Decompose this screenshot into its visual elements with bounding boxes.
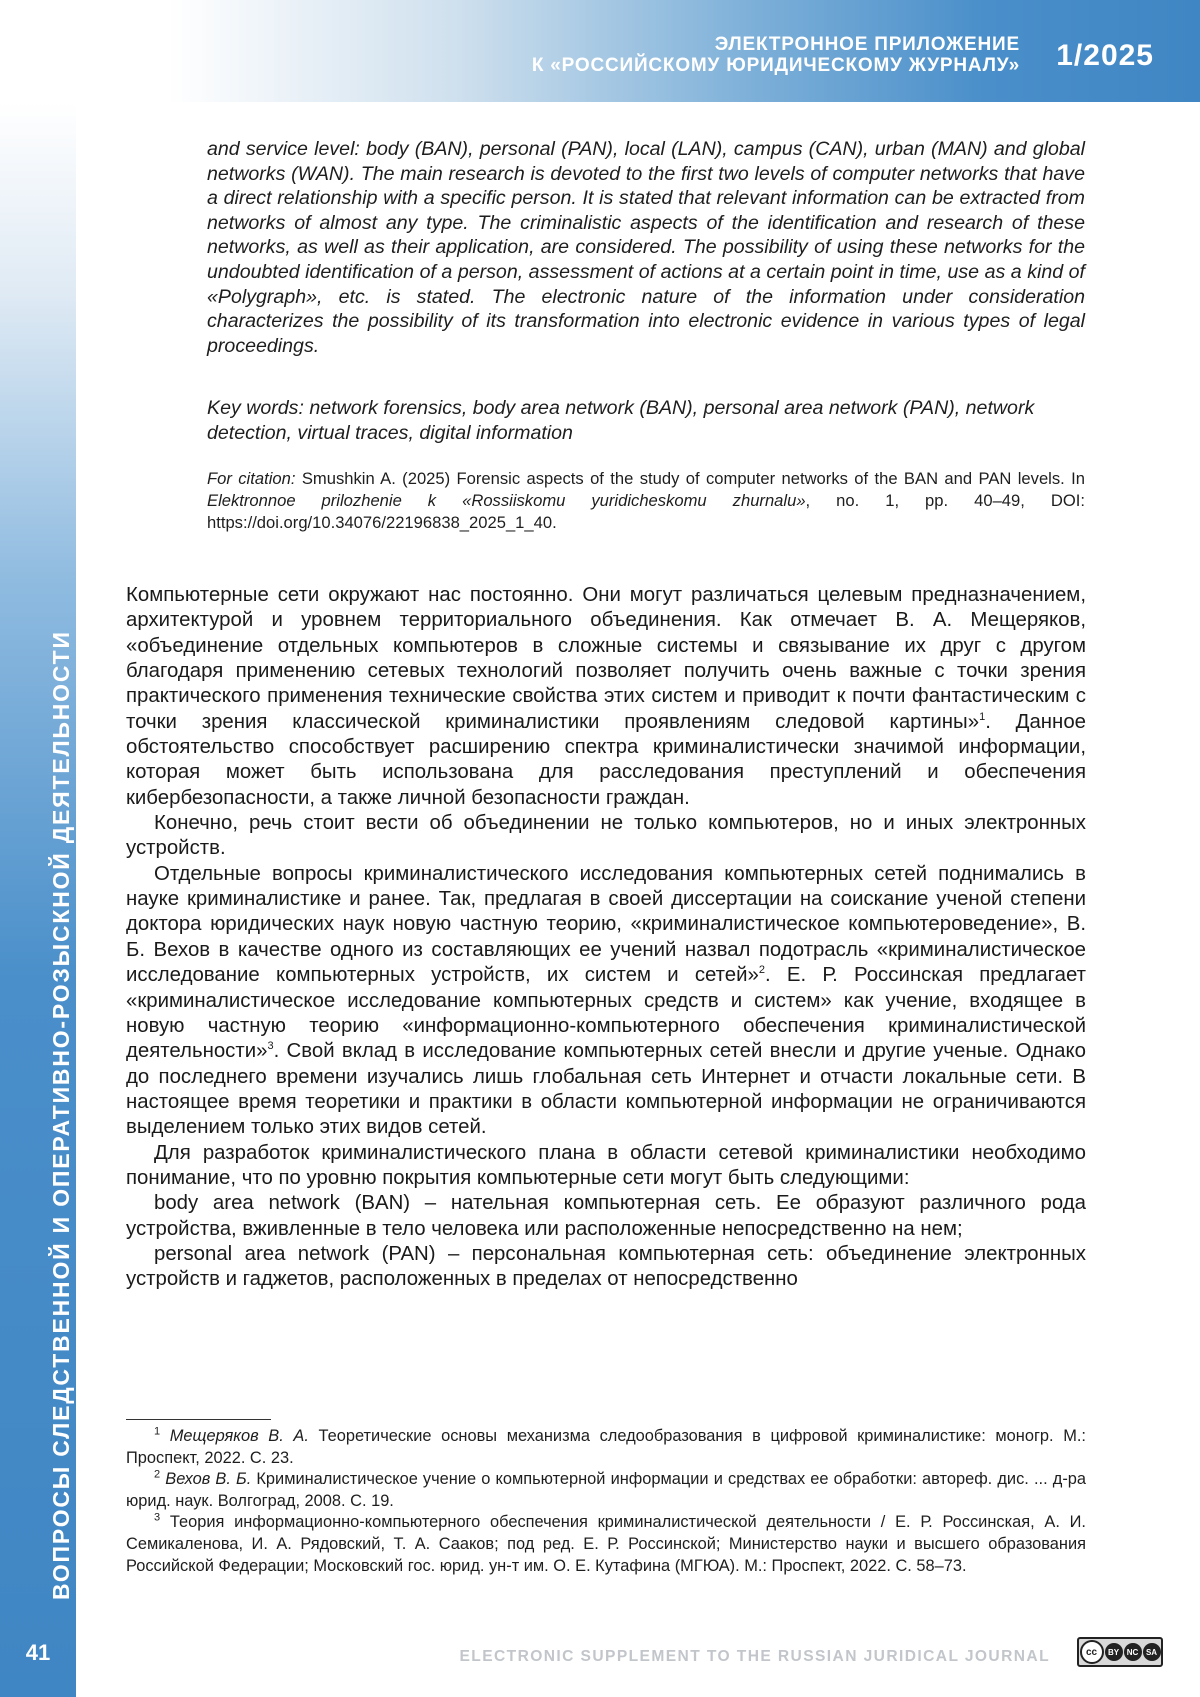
cc-license-badge[interactable]: [1077, 1637, 1163, 1667]
cc-icon: cc: [1080, 1640, 1104, 1664]
nc-icon: NC: [1124, 1643, 1142, 1661]
footnote-1-author: Мещеряков В. А.: [170, 1427, 309, 1445]
paragraph-3-text-a: Отдельные вопросы криминалистического исследования компьютерных сетей поднимались в науке криминалистике и ранее. Так, предлагая в своей диссертации на соискание ученой степени доктора юридических наук новую частную теорию, «криминалистическое компьютероведение», В. Б. Вехов в качестве одного из составляющих ее учений назвал подотрасль «криминалистическое исследование компьютерных устройств, их систем и сетей»: [126, 863, 1086, 986]
footnote-2-author: Вехов В. Б.: [165, 1470, 251, 1488]
abstract: [207, 137, 1085, 358]
paragraph-5: body area network (BAN) – нательная компьютерная сеть. Ее образуют различного рода устройства, вживленные в тело человека или расположенные непосредственно на нем;: [126, 1191, 1086, 1242]
footnote-1: [126, 1426, 1086, 1469]
issue-number: 1/2025: [1056, 39, 1154, 73]
footnote-2-text: Криминалистическое учение о компьютерной информации и средствах ее обработки: автореф. дис. ... д-ра юрид. наук. Волгоград, 2008. С. 19.: [126, 1470, 1086, 1510]
paragraph-1-text-b: . Данное обстоятельство способствует расширению спектра криминалистически значимой информации, которая может быть использована для расследования преступлений и обеспечения кибербезопасности, а также личной безопасности граждан.: [126, 711, 1086, 809]
footnote-2-number: 2: [154, 1469, 160, 1481]
footnote-1-text: Теоретические основы механизма следообразования в цифровой криминалистике: моногр. М.: Проспект, 2022. С. 23.: [126, 1427, 1086, 1467]
citation-part1: Smushkin A. (2025) Forensic aspects of the study of computer networks of the BAN and PAN levels. In: [295, 469, 1085, 488]
footnote-3: [126, 1512, 1086, 1577]
paragraph-3: [126, 862, 1086, 1141]
journal-title: [532, 34, 1020, 76]
footnotes: [126, 1426, 1086, 1577]
footer-journal-name: ELECTRONIC SUPPLEMENT TO THE RUSSIAN JURIDICAL JOURNAL: [360, 1648, 1050, 1666]
paragraph-1: [126, 583, 1086, 811]
paragraph-3-text-c: . Свой вклад в исследование компьютерных сетей внесли и другие ученые. Однако до последнего времени изучались лишь глобальная сеть Интернет и отчасти локальные сети. В настоящее время теоретики и практики в области компьютерной информации не ограничиваются выделением только этих видов сетей.: [126, 1040, 1086, 1138]
page-header: [0, 0, 1200, 102]
footnote-2: [126, 1469, 1086, 1512]
footnote-1-number: 1: [154, 1426, 160, 1438]
citation-journal: Elektronnoe prilozhenie k «Rossiiskomu yuridicheskomu zhurnalu»: [207, 491, 806, 510]
paragraph-4: Для разработок криминалистического плана в области сетевой криминалистики необходимо понимание, что по уровню покрытия компьютерные сети могут быть следующими:: [126, 1141, 1086, 1192]
footnote-ref-3[interactable]: 3: [267, 1040, 273, 1052]
citation-part2: , no. 1, pp. 40–49, DOI: https://doi.org/10.34076/22196838_2025_1_40.: [207, 491, 1085, 532]
paragraph-1-text-a: Компьютерные сети окружают нас постоянно. Они могут различаться целевым предназначением, архитектурой и уровнем территориального объединения. Как отмечает В. А. Мещеряков, «объединение отдельных компьютеров в сложные системы и связывание их друг с другом благодаря применению сетевых технологий позволяет получить очень важные с точки зрения практического применения технические свойства этих систем и приводит к почти фантастическим с точки зрения классической криминалистики проявлениям следовой картины»: [126, 584, 1086, 733]
page-number: 41: [0, 1640, 76, 1666]
section-title: ВОПРОСЫ СЛЕДСТВЕННОЙ И ОПЕРАТИВНО-РОЗЫСКНОЙ ДЕЯТЕЛЬНОСТИ: [48, 580, 75, 1600]
abstract-text: and service level: body (BAN), personal (PAN), local (LAN), campus (CAN), urban (MAN) and global networks (WAN). The main research is devoted to the first two levels of computer networks that have a direct relationship with a specific person. It is stated that relevant information can be extracted from networks of almost any type. The criminalistic aspects of the identification and research of these networks, as well as their application, are considered. The possibility of using these networks for the undoubted identification of a person, assessment of actions at a certain point in time, use as a kind of «Polygraph», etc. is stated. The electronic nature of the information under consideration characterizes the possibility of its transformation into electronic evidence in various types of legal proceedings.: [207, 137, 1085, 358]
footnote-3-text: Теория информационно-компьютерного обеспечения криминалистической деятельности / Е. Р. Россинская, А. И. Семикаленова, И. А. Рядовский, Т. А. Сааков; под ред. Е. Р. Россинской; Министерство науки и высшего образования Российской Федерации; Московский гос. юрид. ун-т им. О. Е. Кутафина (МГЮА). М.: Проспект, 2022. С. 58–73.: [126, 1513, 1086, 1574]
footnote-ref-2[interactable]: 2: [759, 964, 765, 976]
main-text: [126, 583, 1086, 1293]
citation: [207, 468, 1085, 534]
footnote-ref-1[interactable]: 1: [979, 711, 985, 723]
paragraph-2: Конечно, речь стоит вести об объединении не только компьютеров, но и иных электронных устройств.: [126, 811, 1086, 862]
paragraph-3-text-b: . Е. Р. Россинская предлагает «криминалистическое исследование компьютерных средств и систем» как учение, входящее в новую частную теорию «информационно-компьютерного обеспечения криминалистической деятельности»: [126, 964, 1086, 1062]
by-icon: BY: [1105, 1643, 1123, 1661]
footnote-3-number: 3: [154, 1512, 160, 1524]
keywords: Key words: network forensics, body area network (BAN), personal area network (PAN), network detection, virtual traces, digital information: [207, 396, 1085, 445]
journal-title-line2: К «РОССИЙСКОМУ ЮРИДИЧЕСКОМУ ЖУРНАЛУ»: [532, 55, 1020, 76]
paragraph-6: personal area network (PAN) – персональная компьютерная сеть: объединение электронных устройств и гаджетов, расположенных в пределах от непосредственно: [126, 1242, 1086, 1293]
citation-label: For citation:: [207, 469, 295, 488]
footnote-divider: [126, 1419, 271, 1420]
journal-title-line1: ЭЛЕКТРОННОЕ ПРИЛОЖЕНИЕ: [532, 34, 1020, 55]
sa-icon: SA: [1143, 1643, 1161, 1661]
